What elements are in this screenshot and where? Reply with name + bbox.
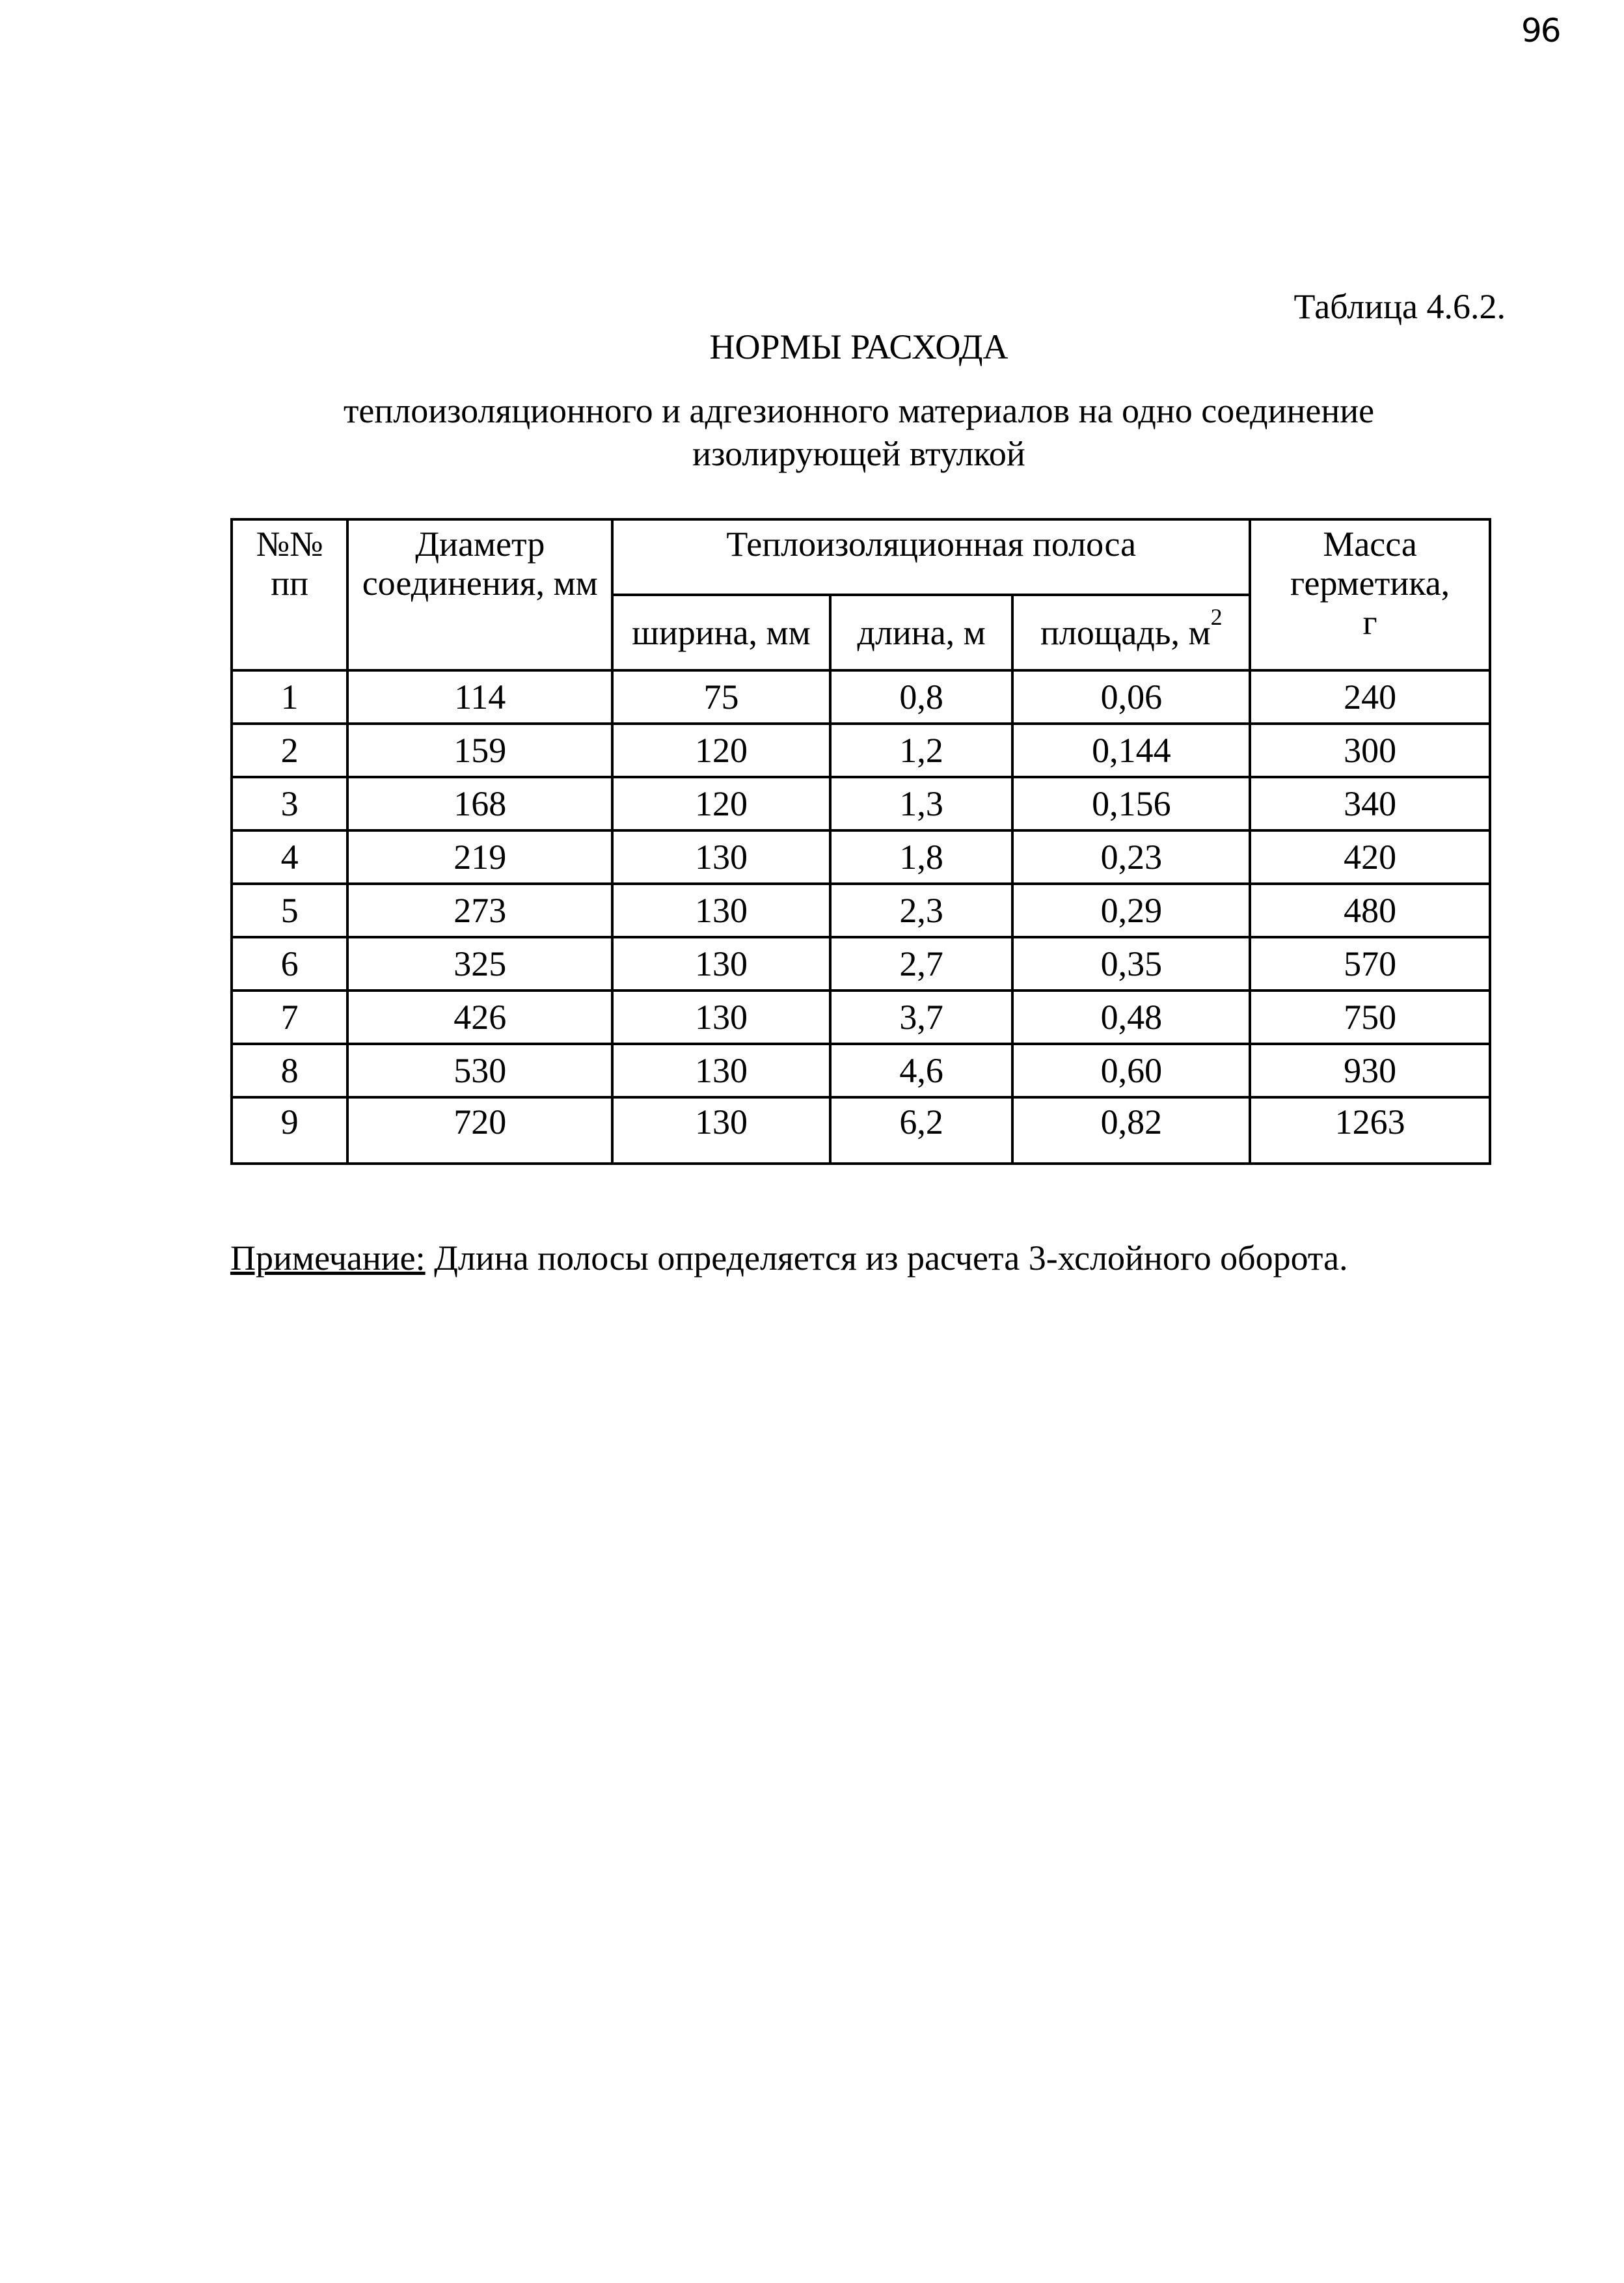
- header-mass-label: Масса: [1323, 525, 1417, 564]
- cell-mass: 420: [1250, 830, 1490, 884]
- cell-diameter: 114: [347, 670, 612, 724]
- cell-area: 0,156: [1012, 777, 1250, 830]
- cell-mass: 240: [1250, 670, 1490, 724]
- header-area: [1012, 595, 1250, 670]
- page-number: 96: [1521, 12, 1560, 49]
- cell-area: 0,144: [1012, 724, 1250, 777]
- table-row: [232, 1097, 1490, 1164]
- header-area-superscript: 2: [1210, 604, 1223, 630]
- cell-area: 0,06: [1012, 670, 1250, 724]
- cell-diameter: 219: [347, 830, 612, 884]
- cell-length: 3,7: [830, 991, 1013, 1044]
- cell-diameter: 530: [347, 1044, 612, 1097]
- cell-width: 130: [612, 991, 830, 1044]
- header-strip: Теплоизоляционная полоса: [612, 519, 1250, 595]
- header-mass-sublabel: герметика,: [1290, 564, 1450, 603]
- cell-mass: 570: [1250, 937, 1490, 991]
- table-row: [232, 830, 1490, 884]
- cell-mass: 300: [1250, 724, 1490, 777]
- cell-mass: 340: [1250, 777, 1490, 830]
- header-length: длина, м: [830, 595, 1013, 670]
- cell-number: 3: [232, 777, 347, 830]
- cell-diameter: 720: [347, 1097, 612, 1164]
- subtitle-line-2: изолирующей втулкой: [692, 434, 1025, 473]
- header-number: [232, 519, 347, 670]
- table-row: [232, 937, 1490, 991]
- cell-width: 130: [612, 884, 830, 937]
- cell-area: 0,82: [1012, 1097, 1250, 1164]
- cell-mass: 930: [1250, 1044, 1490, 1097]
- table-reference: Таблица 4.6.2.: [1293, 287, 1506, 326]
- cell-length: 0,8: [830, 670, 1013, 724]
- cell-number: 9: [232, 1097, 347, 1164]
- header-width: ширина, мм: [612, 595, 830, 670]
- cell-area: 0,48: [1012, 991, 1250, 1044]
- cell-diameter: 426: [347, 991, 612, 1044]
- header-area-label: площадь, м: [1040, 613, 1211, 652]
- cell-number: 7: [232, 991, 347, 1044]
- cell-number: 8: [232, 1044, 347, 1097]
- cell-diameter: 168: [347, 777, 612, 830]
- cell-number: 4: [232, 830, 347, 884]
- cell-diameter: 159: [347, 724, 612, 777]
- document-title: НОРМЫ РАСХОДА: [709, 327, 1008, 366]
- header-mass: [1250, 519, 1490, 670]
- table-header-row: [232, 519, 1490, 595]
- consumption-norms-table: [230, 518, 1491, 1165]
- table-row: [232, 670, 1490, 724]
- cell-length: 1,2: [830, 724, 1013, 777]
- cell-mass: 1263: [1250, 1097, 1490, 1164]
- cell-length: 2,7: [830, 937, 1013, 991]
- header-mass-unit: г: [1362, 603, 1377, 642]
- cell-area: 0,60: [1012, 1044, 1250, 1097]
- cell-area: 0,29: [1012, 884, 1250, 937]
- header-number-sublabel: пп: [271, 564, 309, 603]
- cell-length: 4,6: [830, 1044, 1013, 1097]
- cell-number: 2: [232, 724, 347, 777]
- cell-mass: 480: [1250, 884, 1490, 937]
- cell-number: 1: [232, 670, 347, 724]
- table-row: [232, 724, 1490, 777]
- table-row: [232, 991, 1490, 1044]
- note-label: Примечание:: [230, 1238, 426, 1278]
- document-subtitle: [286, 389, 1431, 475]
- subtitle-line-1: теплоизоляционного и адгезионного материалов на одно соединение: [343, 391, 1375, 430]
- cell-width: 130: [612, 1044, 830, 1097]
- header-diameter-sublabel: соединения, мм: [362, 564, 598, 603]
- header-number-label: №№: [256, 525, 323, 564]
- cell-mass: 750: [1250, 991, 1490, 1044]
- cell-width: 130: [612, 830, 830, 884]
- header-diameter-label: Диаметр: [415, 525, 545, 564]
- note-text: Длина полосы определяется из расчета 3-хслойного оборота.: [425, 1238, 1348, 1278]
- cell-length: 2,3: [830, 884, 1013, 937]
- cell-area: 0,35: [1012, 937, 1250, 991]
- table-row: [232, 1044, 1490, 1097]
- table-row: [232, 884, 1490, 937]
- cell-width: 120: [612, 724, 830, 777]
- cell-diameter: 325: [347, 937, 612, 991]
- cell-width: 120: [612, 777, 830, 830]
- header-diameter: [347, 519, 612, 670]
- table-row: [232, 777, 1490, 830]
- cell-width: 130: [612, 1097, 830, 1164]
- cell-length: 1,8: [830, 830, 1013, 884]
- cell-number: 5: [232, 884, 347, 937]
- note: [230, 1238, 1348, 1278]
- cell-width: 130: [612, 937, 830, 991]
- cell-area: 0,23: [1012, 830, 1250, 884]
- cell-length: 1,3: [830, 777, 1013, 830]
- cell-number: 6: [232, 937, 347, 991]
- cell-length: 6,2: [830, 1097, 1013, 1164]
- cell-diameter: 273: [347, 884, 612, 937]
- cell-width: 75: [612, 670, 830, 724]
